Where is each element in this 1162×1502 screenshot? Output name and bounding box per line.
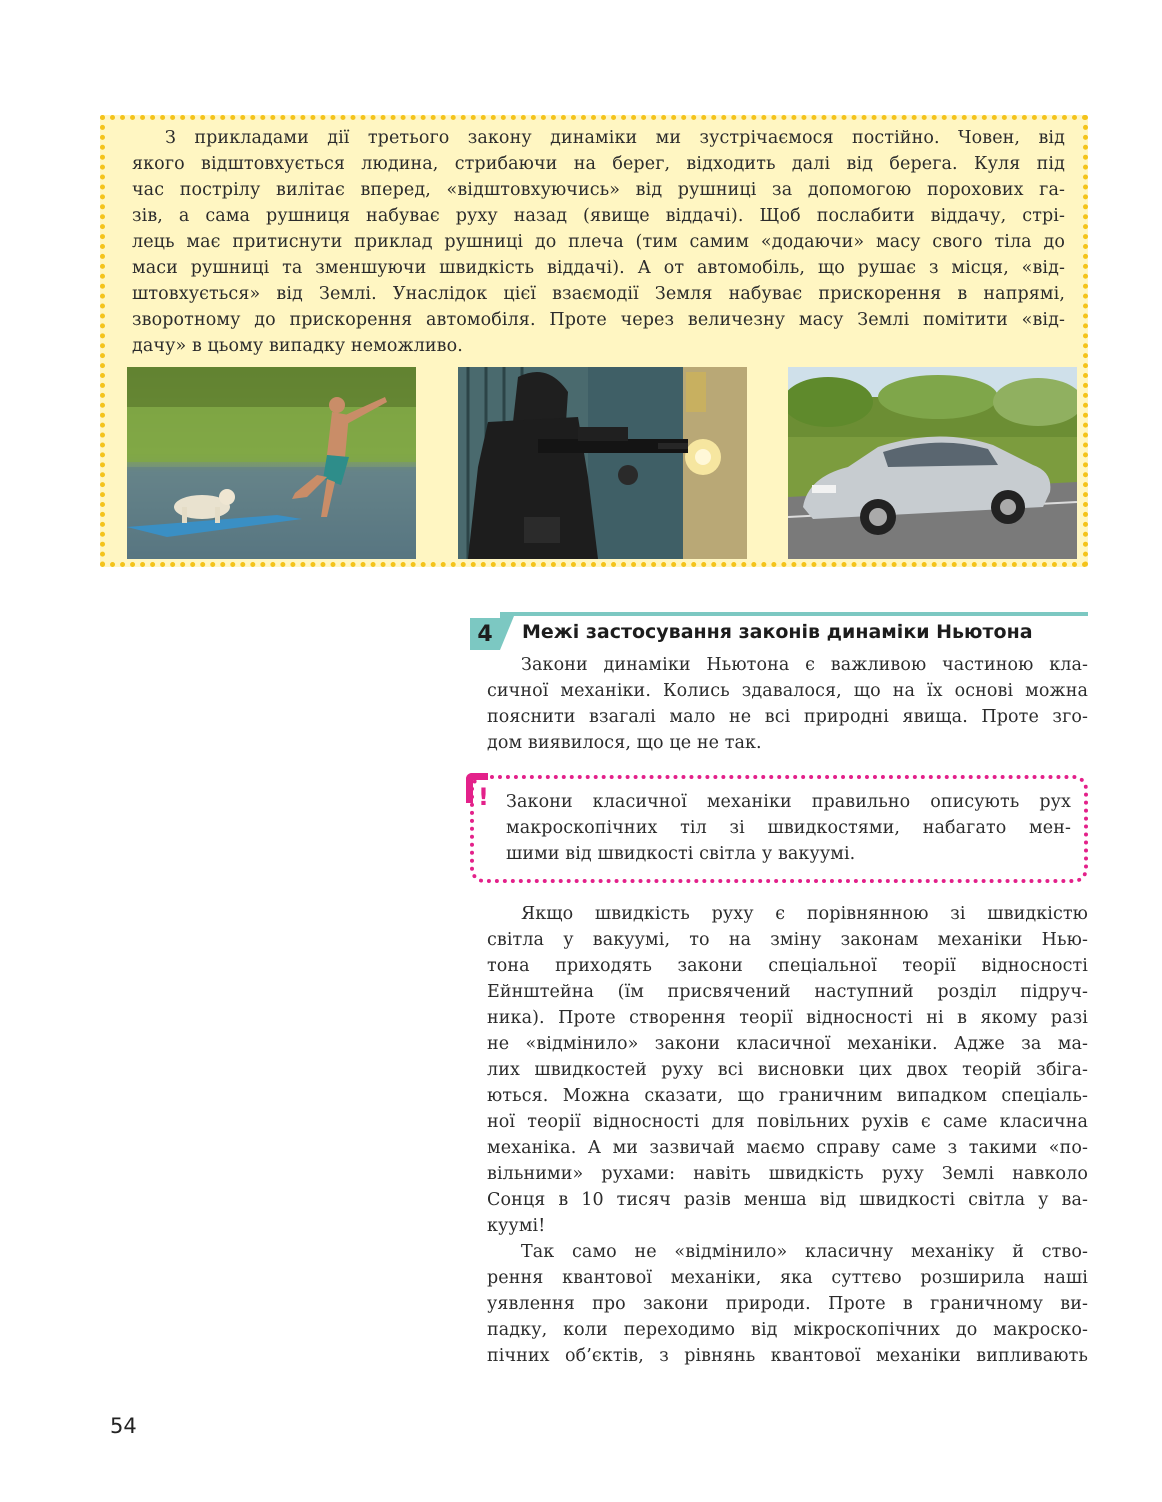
paragraph-line: пояснити взагалі мало не всі природні явища. Проте зго- [487, 707, 1088, 727]
paragraph-line: ника). Проте створення теорії відносності ні в якому разі [487, 1008, 1088, 1028]
paragraph-intro [487, 652, 1088, 756]
paragraph-line: Так само не «відмінило» класичну механіку й ство- [521, 1242, 1088, 1262]
section-number: 4 [470, 618, 500, 650]
example-line: час пострілу вилітає вперед, «відштовхуючись» від рушниці за допомогою порохових га- [132, 180, 1065, 200]
example-line: зворотному до прискорення автомобіля. Проте через величезну масу Землі помітити «від- [132, 310, 1065, 330]
example-text [132, 125, 1065, 359]
example-line: якого відштовхується людина, стрибаючи на берег, відходить далі від берега. Куля під [132, 154, 1065, 174]
example-line: З прикладами дії третього закону динаміки ми зустрічаємося постійно. Човен, від [165, 128, 1065, 148]
paragraph-line: Ейнштейна (їм присвячений наступний розділ підруч- [487, 982, 1088, 1002]
rule-line: шими від швидкості світла у вакуумі. [506, 844, 856, 864]
example-box [100, 115, 1088, 567]
paragraph-line: сичної механіки. Колись здавалося, що на їх основі можна [487, 681, 1088, 701]
paragraph-line: лих швидкостей руху всі висновки цих двох теорій збіга- [487, 1060, 1088, 1080]
section-header-rule [500, 612, 1088, 616]
photo-car [788, 367, 1077, 559]
page-number: 54 [110, 1414, 137, 1438]
example-line: лець має притиснути приклад рушниці до плеча (тим самим «додаючи» масу свого тіла до [132, 232, 1065, 252]
exclamation-icon: ! [478, 783, 489, 811]
paragraph-line: ються. Можна сказати, що граничним випадком спеціаль- [487, 1086, 1088, 1106]
paragraph-line: вільними» рухами: навіть швидкість руху Землі навколо [487, 1164, 1088, 1184]
paragraph-line: падку, коли переходимо від мікроскопічних до макроско- [487, 1320, 1088, 1340]
paragraph-line: світла у вакуумі, то на зміну законам механіки Нью- [487, 930, 1088, 950]
example-line: дачу» в цьому випадку неможливо. [132, 336, 463, 356]
example-line: штовхується» від Землі. Унаслідок цієї взаємодії Земля набуває прискорення в напрямі, [132, 284, 1065, 304]
paragraph-line: рення квантової механіки, яка суттєво розширила наші [487, 1268, 1088, 1288]
paragraph-line: Сонця в 10 тисяч разів менша від швидкості світла у ва- [487, 1190, 1088, 1210]
paragraph-line: не «відмінило» закони класичної механіки. Адже за ма- [487, 1034, 1088, 1054]
paragraph-line: механіка. А ми зазвичай маємо справу саме з такими «по- [487, 1138, 1088, 1158]
example-line: маси рушниці та зменшуючи швидкість віддачі). А от автомобіль, що рушає з місця, «від- [132, 258, 1065, 278]
example-line: зів, а сама рушниця набуває руху назад (явище віддачі). Щоб послабити віддачу, стрі- [132, 206, 1065, 226]
paragraph-line: пічних об’єктів, з рівнянь квантової механіки випливають [487, 1346, 1088, 1366]
section-header-wedge [500, 616, 514, 650]
rule-line: Закони класичної механіки правильно описують рух [506, 792, 1071, 812]
paragraph-line: Якщо швидкість руху є порівнянною зі швидкістю [521, 904, 1088, 924]
paragraph-line: Закони динаміки Ньютона є важливою частиною кла- [521, 655, 1088, 675]
section-header [470, 612, 1088, 648]
photo-boat-jump [127, 367, 416, 559]
paragraph-relativity [487, 901, 1088, 1369]
paragraph-line: куумі! [487, 1216, 546, 1236]
rule-line: макроскопічних тіл зі швидкостями, набагато мен- [506, 818, 1071, 838]
paragraph-line: тона приходять закони спеціальної теорії відносності [487, 956, 1088, 976]
photo-shooter [458, 367, 747, 559]
paragraph-line: дом виявилося, що це не так. [487, 733, 762, 753]
paragraph-line: уявлення про закони природи. Проте в граничному ви- [487, 1294, 1088, 1314]
section-title: Межі застосування законів динаміки Ньютона [522, 621, 1033, 643]
rule-text [506, 789, 1071, 867]
paragraph-line: ної теорії відносності для повільних рухів є саме класична [487, 1112, 1088, 1132]
